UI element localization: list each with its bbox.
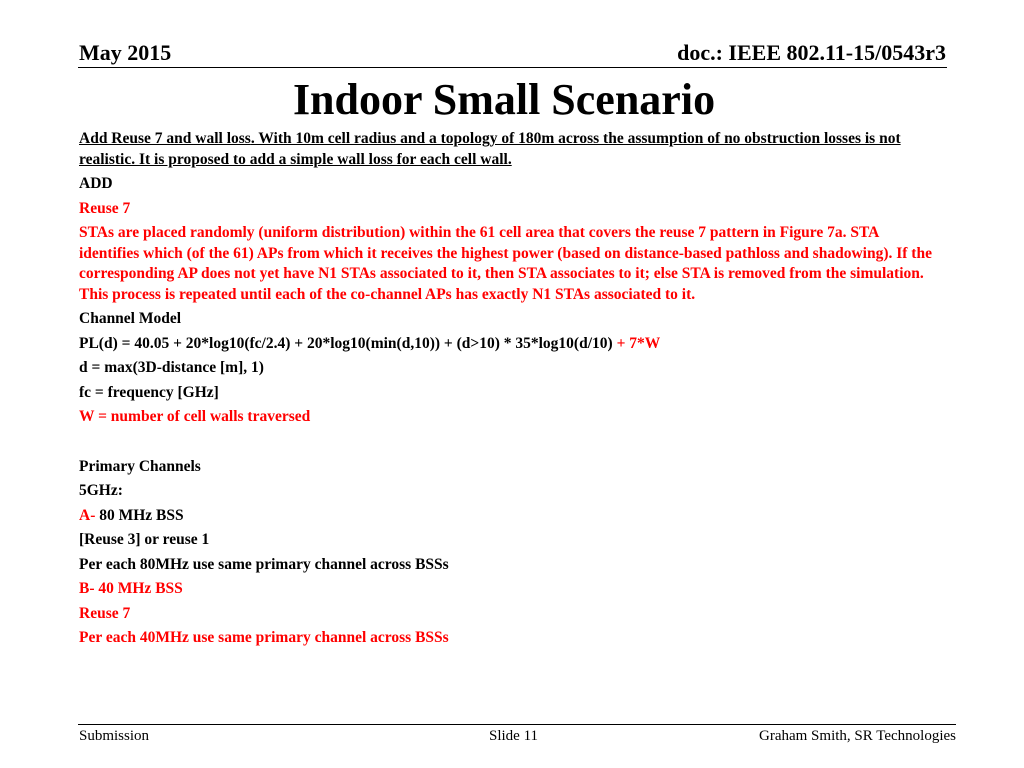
sta-paragraph: STAs are placed randomly (uniform distribution) within the 61 cell area that covers the reuse 7 pattern in Figure 7a. STA identifies which (of the 61) APs from which it receives the highest power (based on distance-based pathloss and shadowing). If the corresponding AP does not yet have N1 STAs associated to it, then STA associates to it; else STA is removed from the simulation. This process is repeated until each of the co-channel APs has exactly N1 STAs associated to it. xyxy=(79,224,932,303)
reuse-option-line: [Reuse 3] or reuse 1 xyxy=(79,531,210,548)
option-a-text: 80 MHz BSS xyxy=(95,506,184,524)
intro-underlined: . With 10m cell radius and a topology of 180m across the assumption of no obstruction losses is not realistic. It is proposed to add a simple wall loss for each cell wall. xyxy=(79,130,901,168)
option-b-line: B- 40 MHz BSS xyxy=(79,580,183,597)
per80-line: Per each 80MHz use same primary channel across BSSs xyxy=(79,555,449,573)
blank-spacer xyxy=(79,428,939,453)
reuse7-b-line: Reuse 7 xyxy=(79,604,131,622)
intro-paragraph xyxy=(79,129,939,170)
primary-channels-line: Primary Channels xyxy=(79,457,201,475)
band-line: 5GHz: xyxy=(79,482,123,499)
footer-submission: Submission xyxy=(79,728,150,744)
footer-slide-number: Slide 11 xyxy=(489,728,539,744)
per40-line: Per each 40MHz use same primary channel across BSSs xyxy=(79,629,449,646)
slide-title: Indoor Small Scenario xyxy=(292,75,716,124)
header-rule xyxy=(78,67,947,68)
channel-model-line: Channel Model xyxy=(79,310,182,327)
option-a-prefix: A- xyxy=(79,506,96,524)
pathloss-formula xyxy=(79,334,939,355)
intro-prefix: Add Reuse 7 and wall loss xyxy=(79,130,251,147)
distance-definition: d = max(3D-distance [m], 1) xyxy=(79,359,264,376)
footer-rule xyxy=(78,724,956,725)
add-line: ADD xyxy=(79,175,113,192)
pathloss-formula-base: PL(d) = 40.05 + 20*log10(fc/2.4) + 20*log10(min(d,10)) + (d>10) * 35*log10(d/10) xyxy=(79,334,617,352)
slide-body xyxy=(79,129,939,649)
walls-definition: W = number of cell walls traversed xyxy=(79,408,311,425)
header-date: May 2015 xyxy=(79,40,172,65)
option-a-line xyxy=(79,506,939,527)
footer-author: Graham Smith, SR Technologies xyxy=(759,728,956,744)
reuse7-line: Reuse 7 xyxy=(79,199,131,217)
header-doc-id: doc.: IEEE 802.11-15/0543r3 xyxy=(677,40,946,65)
pathloss-wall-term: + 7*W xyxy=(616,334,661,352)
frequency-definition: fc = frequency [GHz] xyxy=(79,383,219,401)
